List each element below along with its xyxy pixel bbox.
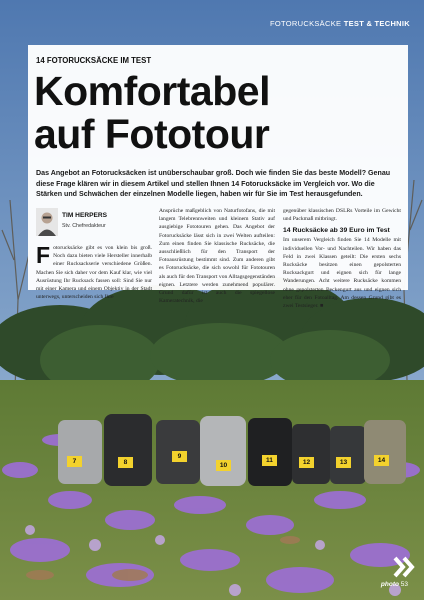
badge-8: 8 bbox=[118, 457, 133, 468]
column-3-text: gegenüber klassischen DSLRs Vorteile im Gewicht und Packmaß mitbringt. bbox=[283, 208, 401, 223]
chevron-right-icon bbox=[392, 554, 418, 580]
article-column-2 bbox=[159, 207, 275, 305]
article-column-3 bbox=[283, 207, 401, 310]
headline-line-2: auf Fototour bbox=[34, 111, 270, 157]
footer-brand: photo bbox=[380, 581, 399, 588]
badge-9: 9 bbox=[172, 451, 187, 462]
page-footer bbox=[381, 581, 408, 588]
author-role: Stv. Chefredakteur bbox=[62, 223, 106, 229]
article-column-1 bbox=[36, 244, 152, 301]
badge-13: 13 bbox=[336, 457, 351, 468]
column-3-subhead: 14 Rucksäcke ab 39 Euro im Test bbox=[283, 227, 390, 235]
badge-12: 12 bbox=[299, 457, 314, 468]
article-kicker: 14 FOTORUCKSÄCKE IM TEST bbox=[36, 56, 152, 65]
column-3-text-2: Im unserem Vergleich finden Sie 14 Modelle mit individuellen Vor- und Nachteilen. Wir haben das Feld in zwei Klassen geteilt: Die ersten sechs Rucksäcke besitzen einen gepolsterten Rucksackgurt und eignen sich für lange Wanderungen. Acht weitere Rucksäcke kommen ohne gepolsterten Beckengurt aus und eignen sich eher für den Fotoalltag. Am dessen Grund gibt es zwei Testsieger. ■ bbox=[283, 237, 401, 310]
author-name: TIM HERPERS bbox=[62, 212, 108, 219]
author-avatar bbox=[36, 208, 58, 236]
article-intro: Das Angebot an Fotorucksäcken ist unüberschaubar groß. Doch wie finden Sie das beste Modell? Genau diese Frage klären wir in diesem Artikel und stellen Ihnen 14 Fotorucksäcke im Vergleich vor. Wo die Stärken und Schwächen der einzelnen Modelle liegen, haben wir für Sie im Test herausgefunden. bbox=[36, 169, 391, 198]
section-category: TEST & TECHNIK bbox=[343, 19, 410, 28]
page-number: 53 bbox=[400, 581, 408, 588]
dropcap: F bbox=[36, 242, 51, 268]
badge-10: 10 bbox=[216, 460, 231, 471]
headline-line-1: Komfortabel bbox=[34, 68, 270, 114]
section-name: FOTORUCKSÄCKE bbox=[270, 19, 342, 28]
badge-14: 14 bbox=[374, 455, 389, 466]
column-2-text: Ansprüche maßgeblich von Naturfotofans, die mit langem Telebrennweiten und kleinem Stativ auf ausgiebige Fototouren gehen. Das Angebot der Fotorucksäcke lässt sich in zwei Welten aufteilen: Zum einen finden Sie klassische Rucksäcke, die ausschließlich für den Transport der Fotoausrüstung bestimmt sind. Zum anderen gibt es Fotorucksäcke, die sich sowohl für Fototouren als auch für den Transport von Alltagsgegenständen eignen. Letztere werden zunehmend populärer. Grund dafür ist auch die spiegellose Kameratechnik, die bbox=[159, 208, 275, 305]
column-1-text: otorucksäcke gibt es von klein bis groß. Noch dazu bieten viele Hersteller innerhalb einer Rucksackserie verschiedene Größen. Machen Sie sich daher vor dem Kauf klar, wie viel Ausrüstung Ihr Rucksack fassen soll: Sind Sie nur mit einer Kamera und einem Objektiv in der Stadt unterwegs, unterscheiden sich Ihre bbox=[36, 245, 152, 301]
section-label bbox=[270, 19, 410, 28]
article-headline bbox=[34, 70, 270, 156]
badge-11: 11 bbox=[262, 455, 277, 466]
badge-7: 7 bbox=[67, 456, 82, 467]
